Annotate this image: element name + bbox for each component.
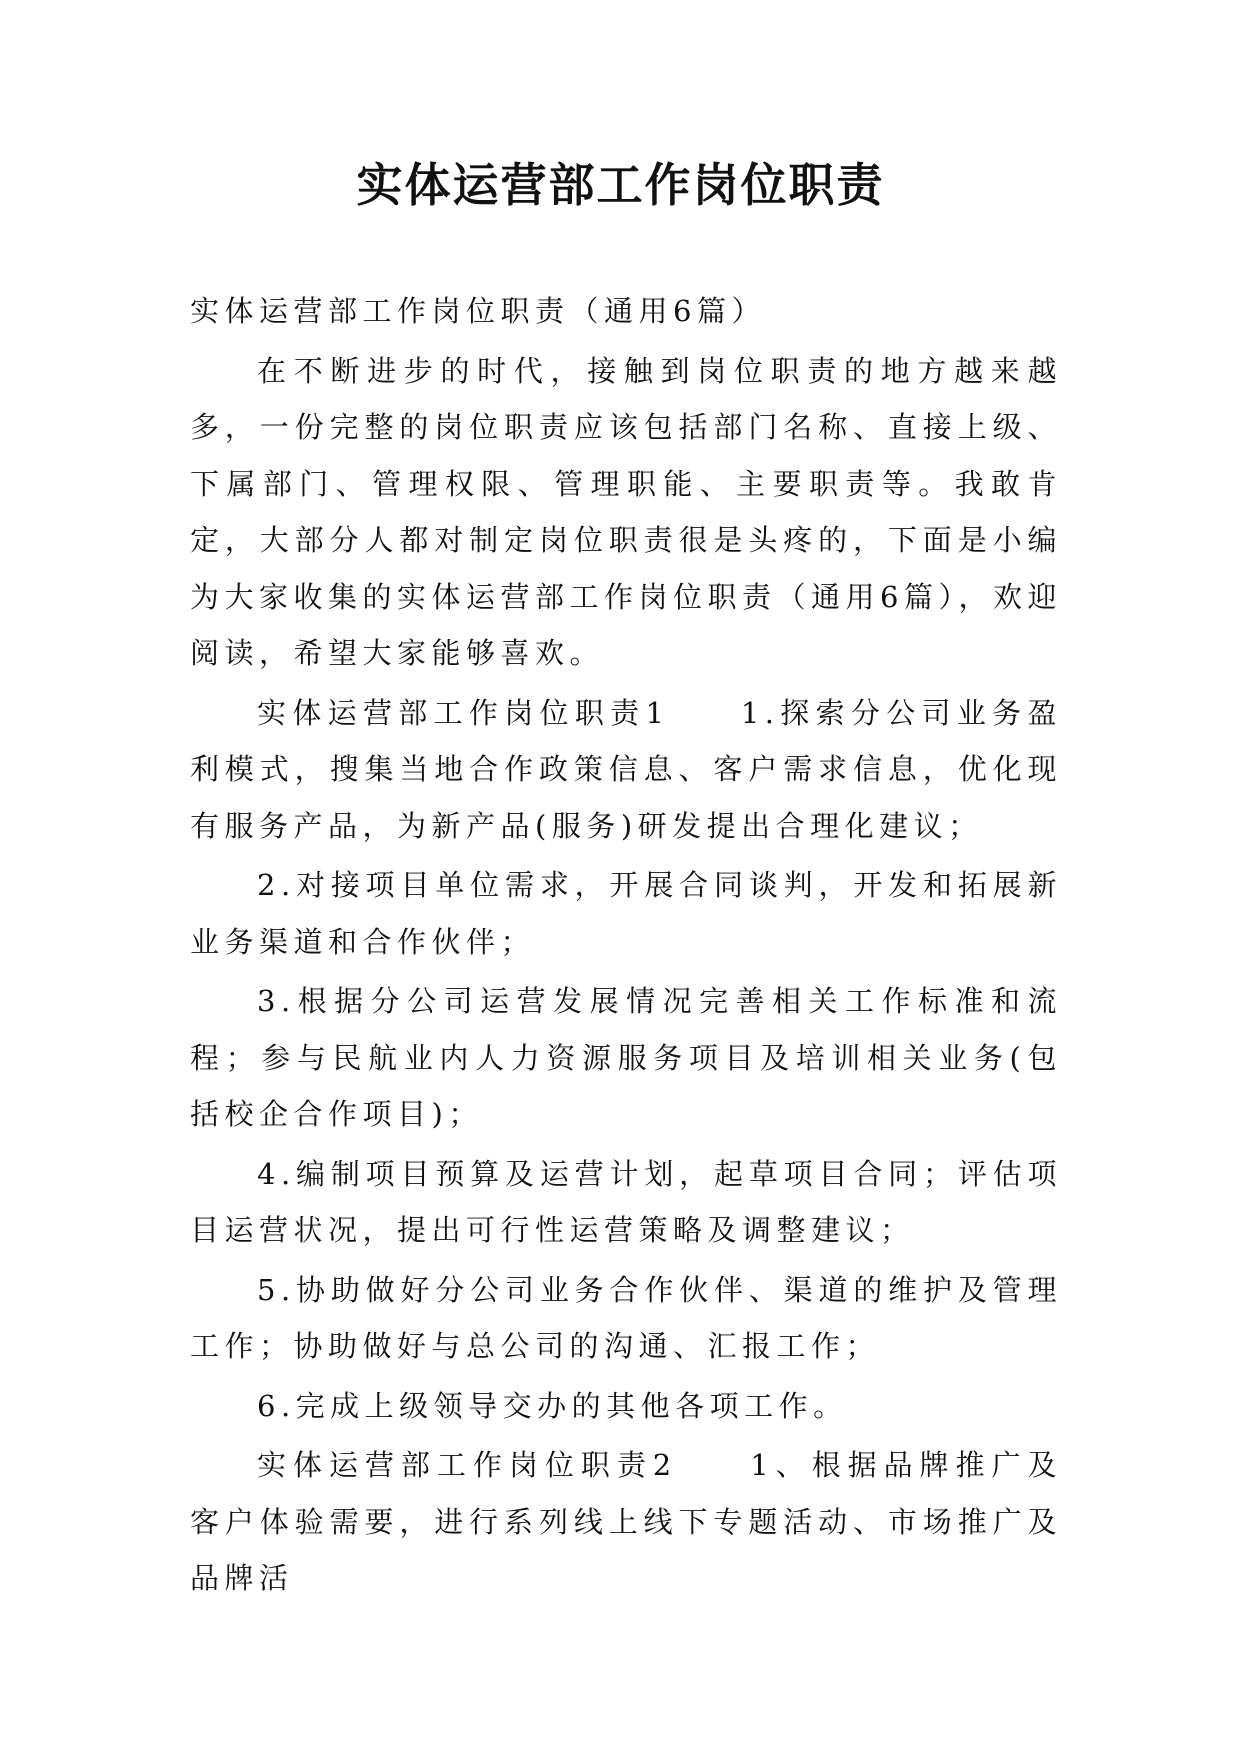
section-1-item-4: 4.编制项目预算及运营计划，起草项目合同；评估项目运营状况，提出可行性运营策略及调整建议；	[190, 1156, 1062, 1247]
section-1-item-6: 6.完成上级领导交办的其他各项工作。	[257, 1388, 848, 1423]
document-title: 实体运营部工作岗位职责	[356, 158, 885, 212]
section-1-item-5: 5.协助做好分公司业务合作伙伴、渠道的维护及管理工作；协助做好与总公司的沟通、汇报工作；	[190, 1272, 1062, 1363]
section-2-item-1: 实体运营部工作岗位职责2 1、根据品牌推广及客户体验需要，进行系列线上线下专题活动、市场推广及品牌活	[190, 1448, 1062, 1595]
subtitle-paragraph: 实体运营部工作岗位职责（通用6篇）	[190, 294, 766, 328]
section-1-item-2: 2.对接项目单位需求，开展合同谈判，开发和拓展新业务渠道和合作伙伴；	[190, 868, 1062, 959]
section-1-item-3: 3.根据分公司运营发展情况完善相关工作标准和流程；参与民航业内人力资源服务项目及培训相关业务(包括校企合作项目)；	[190, 984, 1062, 1131]
document-body	[190, 283, 1062, 1610]
intro-paragraph: 在不断进步的时代，接触到岗位职责的地方越来越多，一份完整的岗位职责应该包括部门名称、直接上级、下属部门、管理权限、管理职能、主要职责等。我敢肯定，大部分人都对制定岗位职责很是头疼的，下面是小编为大家收集的实体运营部工作岗位职责（通用6篇），欢迎阅读，希望大家能够喜欢。	[190, 353, 1062, 670]
section-1-item-1: 实体运营部工作岗位职责1 1.探索分公司业务盈利模式，搜集当地合作政策信息、客户需求信息，优化现有服务产品，为新产品(服务)研发提出合理化建议；	[190, 695, 1062, 843]
